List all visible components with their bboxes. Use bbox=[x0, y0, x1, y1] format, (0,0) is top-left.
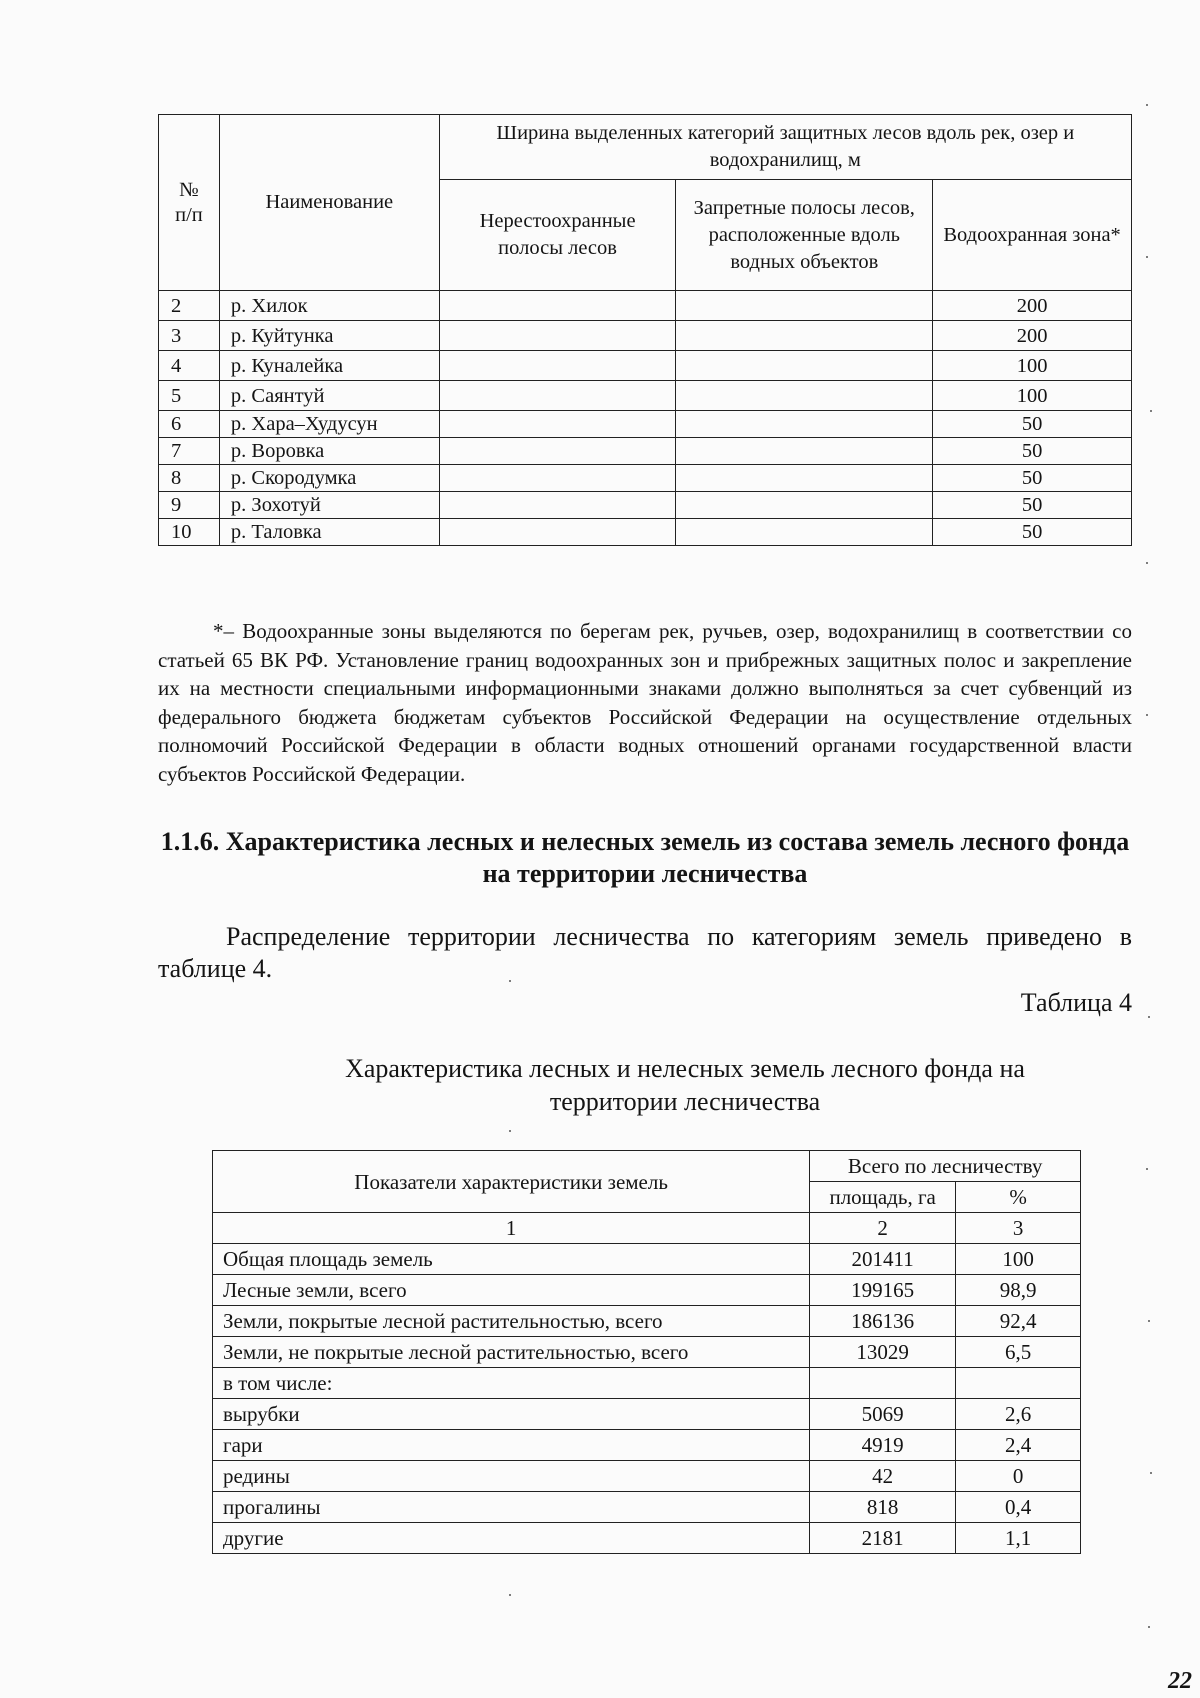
row-name: р. Зохотуй bbox=[219, 492, 439, 519]
row-percent: 0,4 bbox=[956, 1492, 1081, 1523]
column-number-1: 1 bbox=[213, 1213, 810, 1244]
table-row bbox=[159, 519, 1132, 546]
row-forbidden bbox=[676, 519, 933, 546]
row-number: 8 bbox=[159, 465, 220, 492]
row-spawning bbox=[439, 291, 676, 321]
row-indicator: вырубки bbox=[213, 1399, 810, 1430]
table-row bbox=[213, 1399, 1081, 1430]
table-row bbox=[159, 492, 1132, 519]
scan-speck bbox=[1148, 1626, 1150, 1628]
table-row bbox=[213, 1492, 1081, 1523]
scan-speck bbox=[1146, 562, 1148, 564]
row-spawning bbox=[439, 381, 676, 411]
row-name: р. Куналейка bbox=[219, 351, 439, 381]
row-water-zone: 50 bbox=[933, 465, 1132, 492]
table-row bbox=[159, 291, 1132, 321]
row-forbidden bbox=[676, 465, 933, 492]
header-forbidden-strips: Запретные полосы лесов, расположенные вдоль водных объектов bbox=[676, 180, 933, 291]
scan-speck bbox=[1148, 1320, 1150, 1322]
table-caption: Характеристика лесных и нелесных земель лесного фонда на территории лесничества bbox=[345, 1054, 1025, 1116]
row-area: 13029 bbox=[810, 1337, 956, 1368]
row-spawning bbox=[439, 351, 676, 381]
row-water-zone: 50 bbox=[933, 519, 1132, 546]
header-spawning-strips: Нерестоохранные полосы лесов bbox=[439, 180, 676, 291]
row-number: 9 bbox=[159, 492, 220, 519]
row-indicator: гари bbox=[213, 1430, 810, 1461]
row-spawning bbox=[439, 465, 676, 492]
row-forbidden bbox=[676, 438, 933, 465]
scan-speck bbox=[1146, 1168, 1148, 1170]
row-water-zone: 100 bbox=[933, 351, 1132, 381]
section-heading: 1.1.6. Характеристика лесных и нелесных земель из состава земель лесного фонда на территории лесничества bbox=[160, 827, 1130, 888]
table-row bbox=[213, 1337, 1081, 1368]
row-area: 2181 bbox=[810, 1523, 956, 1554]
row-area: 201411 bbox=[810, 1244, 956, 1275]
row-percent: 92,4 bbox=[956, 1306, 1081, 1337]
row-indicator: другие bbox=[213, 1523, 810, 1554]
table-row bbox=[159, 411, 1132, 438]
row-forbidden bbox=[676, 291, 933, 321]
table-row bbox=[213, 1306, 1081, 1337]
table-row bbox=[213, 1523, 1081, 1554]
page-number: 22 bbox=[1168, 1668, 1192, 1694]
column-number-2: 2 bbox=[810, 1213, 956, 1244]
row-percent: 6,5 bbox=[956, 1337, 1081, 1368]
row-spawning bbox=[439, 411, 676, 438]
table-row bbox=[213, 1368, 1081, 1399]
row-indicator: Земли, покрытые лесной растительностью, всего bbox=[213, 1306, 810, 1337]
row-area: 5069 bbox=[810, 1399, 956, 1430]
header-water-protection-zone: Водоохранная зона* bbox=[933, 180, 1132, 291]
header-width-group: Ширина выделенных категорий защитных лесов вдоль рек, озер и водохранилищ, м bbox=[439, 115, 1131, 180]
row-percent: 100 bbox=[956, 1244, 1081, 1275]
row-name: р. Саянтуй bbox=[219, 381, 439, 411]
row-indicator: Земли, не покрытые лесной растительностью, всего bbox=[213, 1337, 810, 1368]
footnote: *– Водоохранные зоны выделяются по берегам рек, ручьев, озер, водохранилищ в соответствии со статьей 65 ВК РФ. Установление границ водоохранных зон и прибрежных защитных полос и закрепление их на местности специальными информационными знаками должно выполняться за счет субвенций из федерального бюджета бюджетам субъектов Российской Федерации на осуществление отдельных полномочий Российской Федерации в области водных отношений органами государственной власти субъектов Российской Федерации. bbox=[158, 619, 1132, 786]
table-row bbox=[159, 438, 1132, 465]
row-forbidden bbox=[676, 351, 933, 381]
row-percent: 2,4 bbox=[956, 1430, 1081, 1461]
intro-paragraph: Распределение территории лесничества по категориям земель приведено в таблице 4. bbox=[158, 922, 1132, 983]
row-water-zone: 50 bbox=[933, 411, 1132, 438]
row-name: р. Скородумка bbox=[219, 465, 439, 492]
row-number: 6 bbox=[159, 411, 220, 438]
table-row bbox=[159, 321, 1132, 351]
table-row bbox=[213, 1461, 1081, 1492]
row-area bbox=[810, 1368, 956, 1399]
row-number: 3 bbox=[159, 321, 220, 351]
scan-speck bbox=[1150, 410, 1152, 412]
row-indicator: Общая площадь земель bbox=[213, 1244, 810, 1275]
row-name: р. Хара–Худусун bbox=[219, 411, 439, 438]
row-spawning bbox=[439, 438, 676, 465]
row-percent: 2,6 bbox=[956, 1399, 1081, 1430]
scan-speck bbox=[509, 1130, 511, 1132]
row-spawning bbox=[439, 321, 676, 351]
table-row bbox=[159, 381, 1132, 411]
row-name: р. Воровка bbox=[219, 438, 439, 465]
header-total: Всего по лесничеству bbox=[810, 1151, 1081, 1182]
row-name: р. Куйтунка bbox=[219, 321, 439, 351]
row-indicator: Лесные земли, всего bbox=[213, 1275, 810, 1306]
table-row bbox=[213, 1244, 1081, 1275]
table-row bbox=[213, 1430, 1081, 1461]
row-water-zone: 100 bbox=[933, 381, 1132, 411]
scan-speck bbox=[1146, 104, 1148, 106]
row-indicator: в том числе: bbox=[213, 1368, 810, 1399]
scan-speck bbox=[509, 980, 511, 982]
row-area: 186136 bbox=[810, 1306, 956, 1337]
row-spawning bbox=[439, 492, 676, 519]
row-water-zone: 200 bbox=[933, 291, 1132, 321]
table-row bbox=[213, 1275, 1081, 1306]
column-number-3: 3 bbox=[956, 1213, 1081, 1244]
row-forbidden bbox=[676, 411, 933, 438]
row-water-zone: 200 bbox=[933, 321, 1132, 351]
row-water-zone: 50 bbox=[933, 438, 1132, 465]
row-area: 42 bbox=[810, 1461, 956, 1492]
row-area: 4919 bbox=[810, 1430, 956, 1461]
table-row bbox=[159, 465, 1132, 492]
header-indicator: Показатели характеристики земель bbox=[213, 1151, 810, 1213]
scan-speck bbox=[1148, 1016, 1150, 1018]
table-row bbox=[159, 351, 1132, 381]
scan-speck bbox=[1146, 714, 1148, 716]
row-forbidden bbox=[676, 321, 933, 351]
row-number: 7 bbox=[159, 438, 220, 465]
scan-speck bbox=[1150, 1472, 1152, 1474]
row-forbidden bbox=[676, 381, 933, 411]
row-number: 10 bbox=[159, 519, 220, 546]
row-water-zone: 50 bbox=[933, 492, 1132, 519]
table-label: Таблица 4 bbox=[1020, 988, 1132, 1017]
header-number: № п/п bbox=[159, 115, 220, 291]
row-percent bbox=[956, 1368, 1081, 1399]
row-name: р. Хилок bbox=[219, 291, 439, 321]
row-area: 199165 bbox=[810, 1275, 956, 1306]
protective-forests-table bbox=[158, 114, 1132, 546]
row-indicator: редины bbox=[213, 1461, 810, 1492]
row-indicator: прогалины bbox=[213, 1492, 810, 1523]
row-percent: 98,9 bbox=[956, 1275, 1081, 1306]
row-percent: 1,1 bbox=[956, 1523, 1081, 1554]
scan-speck bbox=[509, 1594, 511, 1596]
scan-speck bbox=[1146, 256, 1148, 258]
row-number: 5 bbox=[159, 381, 220, 411]
header-percent: % bbox=[956, 1182, 1081, 1213]
land-characteristics-table bbox=[212, 1150, 1081, 1554]
row-percent: 0 bbox=[956, 1461, 1081, 1492]
row-number: 4 bbox=[159, 351, 220, 381]
row-forbidden bbox=[676, 492, 933, 519]
row-spawning bbox=[439, 519, 676, 546]
row-number: 2 bbox=[159, 291, 220, 321]
header-name: Наименование bbox=[219, 115, 439, 291]
row-name: р. Таловка bbox=[219, 519, 439, 546]
header-area: площадь, га bbox=[810, 1182, 956, 1213]
row-area: 818 bbox=[810, 1492, 956, 1523]
